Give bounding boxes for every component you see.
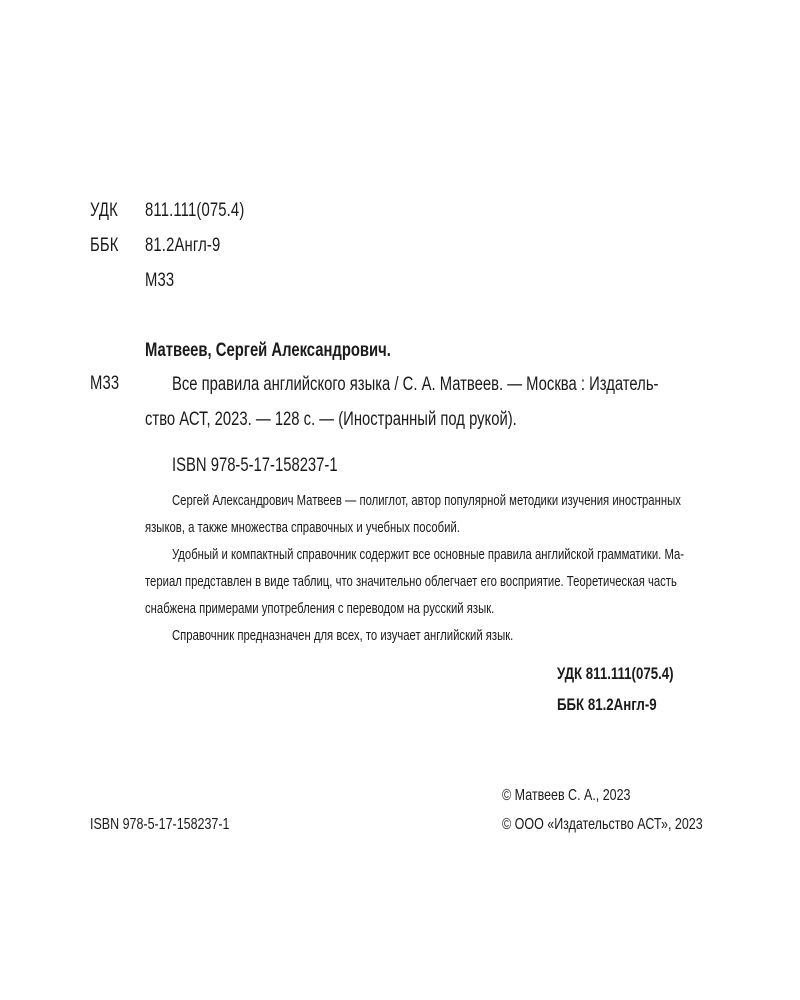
isbn-footer: ISBN 978-5-17-158237-1 [90, 816, 230, 833]
isbn-record: ISBN 978-5-17-158237-1 [172, 455, 338, 476]
annotation-p2-line1: Удобный и компактный справочник содержит все основные правила английской грамматики. Ма- [172, 547, 685, 563]
annotation-p2-line3: снабжена примерами употребления с переводом на русский язык. [145, 601, 495, 617]
bbk-label: ББК [90, 235, 119, 256]
author-mark-top: М33 [145, 270, 175, 291]
udk-label: УДК [90, 200, 118, 221]
annotation-p2-line2: териал представлен в виде таблиц, что значительно облегчает его восприятие. Теоретическая часть [145, 574, 677, 590]
udk-value: 811.111(075.4) [145, 200, 245, 221]
bbk-value: 81.2Англ-9 [145, 235, 221, 256]
author-mark: М33 [90, 373, 120, 394]
bbk-code-bold: ББК 81.2Англ-9 [557, 695, 657, 714]
title-line-1: Все правила английского языка / С. А. Матвеев. — Москва : Издатель- [172, 374, 659, 395]
annotation-p1-line1: Сергей Александрович Матвеев — полиглот, автор популярной методики изучения иностранных [172, 493, 681, 509]
copyright-author: © Матвеев С. А., 2023 [502, 787, 631, 804]
title-line-2: ство АСТ, 2023. — 128 с. — (Иностранный под рукой). [145, 409, 517, 430]
copyright-publisher: © ООО «Издательство АСТ», 2023 [502, 816, 703, 833]
annotation-p3-line1: Справочник предназначен для всех, то изучает английский язык. [172, 628, 514, 644]
annotation-p1-line2: языков, а также множества справочных и учебных пособий. [145, 520, 460, 536]
author-heading: Матвеев, Сергей Александрович. [145, 340, 391, 361]
udk-code-bold: УДК 811.111(075.4) [557, 664, 674, 683]
